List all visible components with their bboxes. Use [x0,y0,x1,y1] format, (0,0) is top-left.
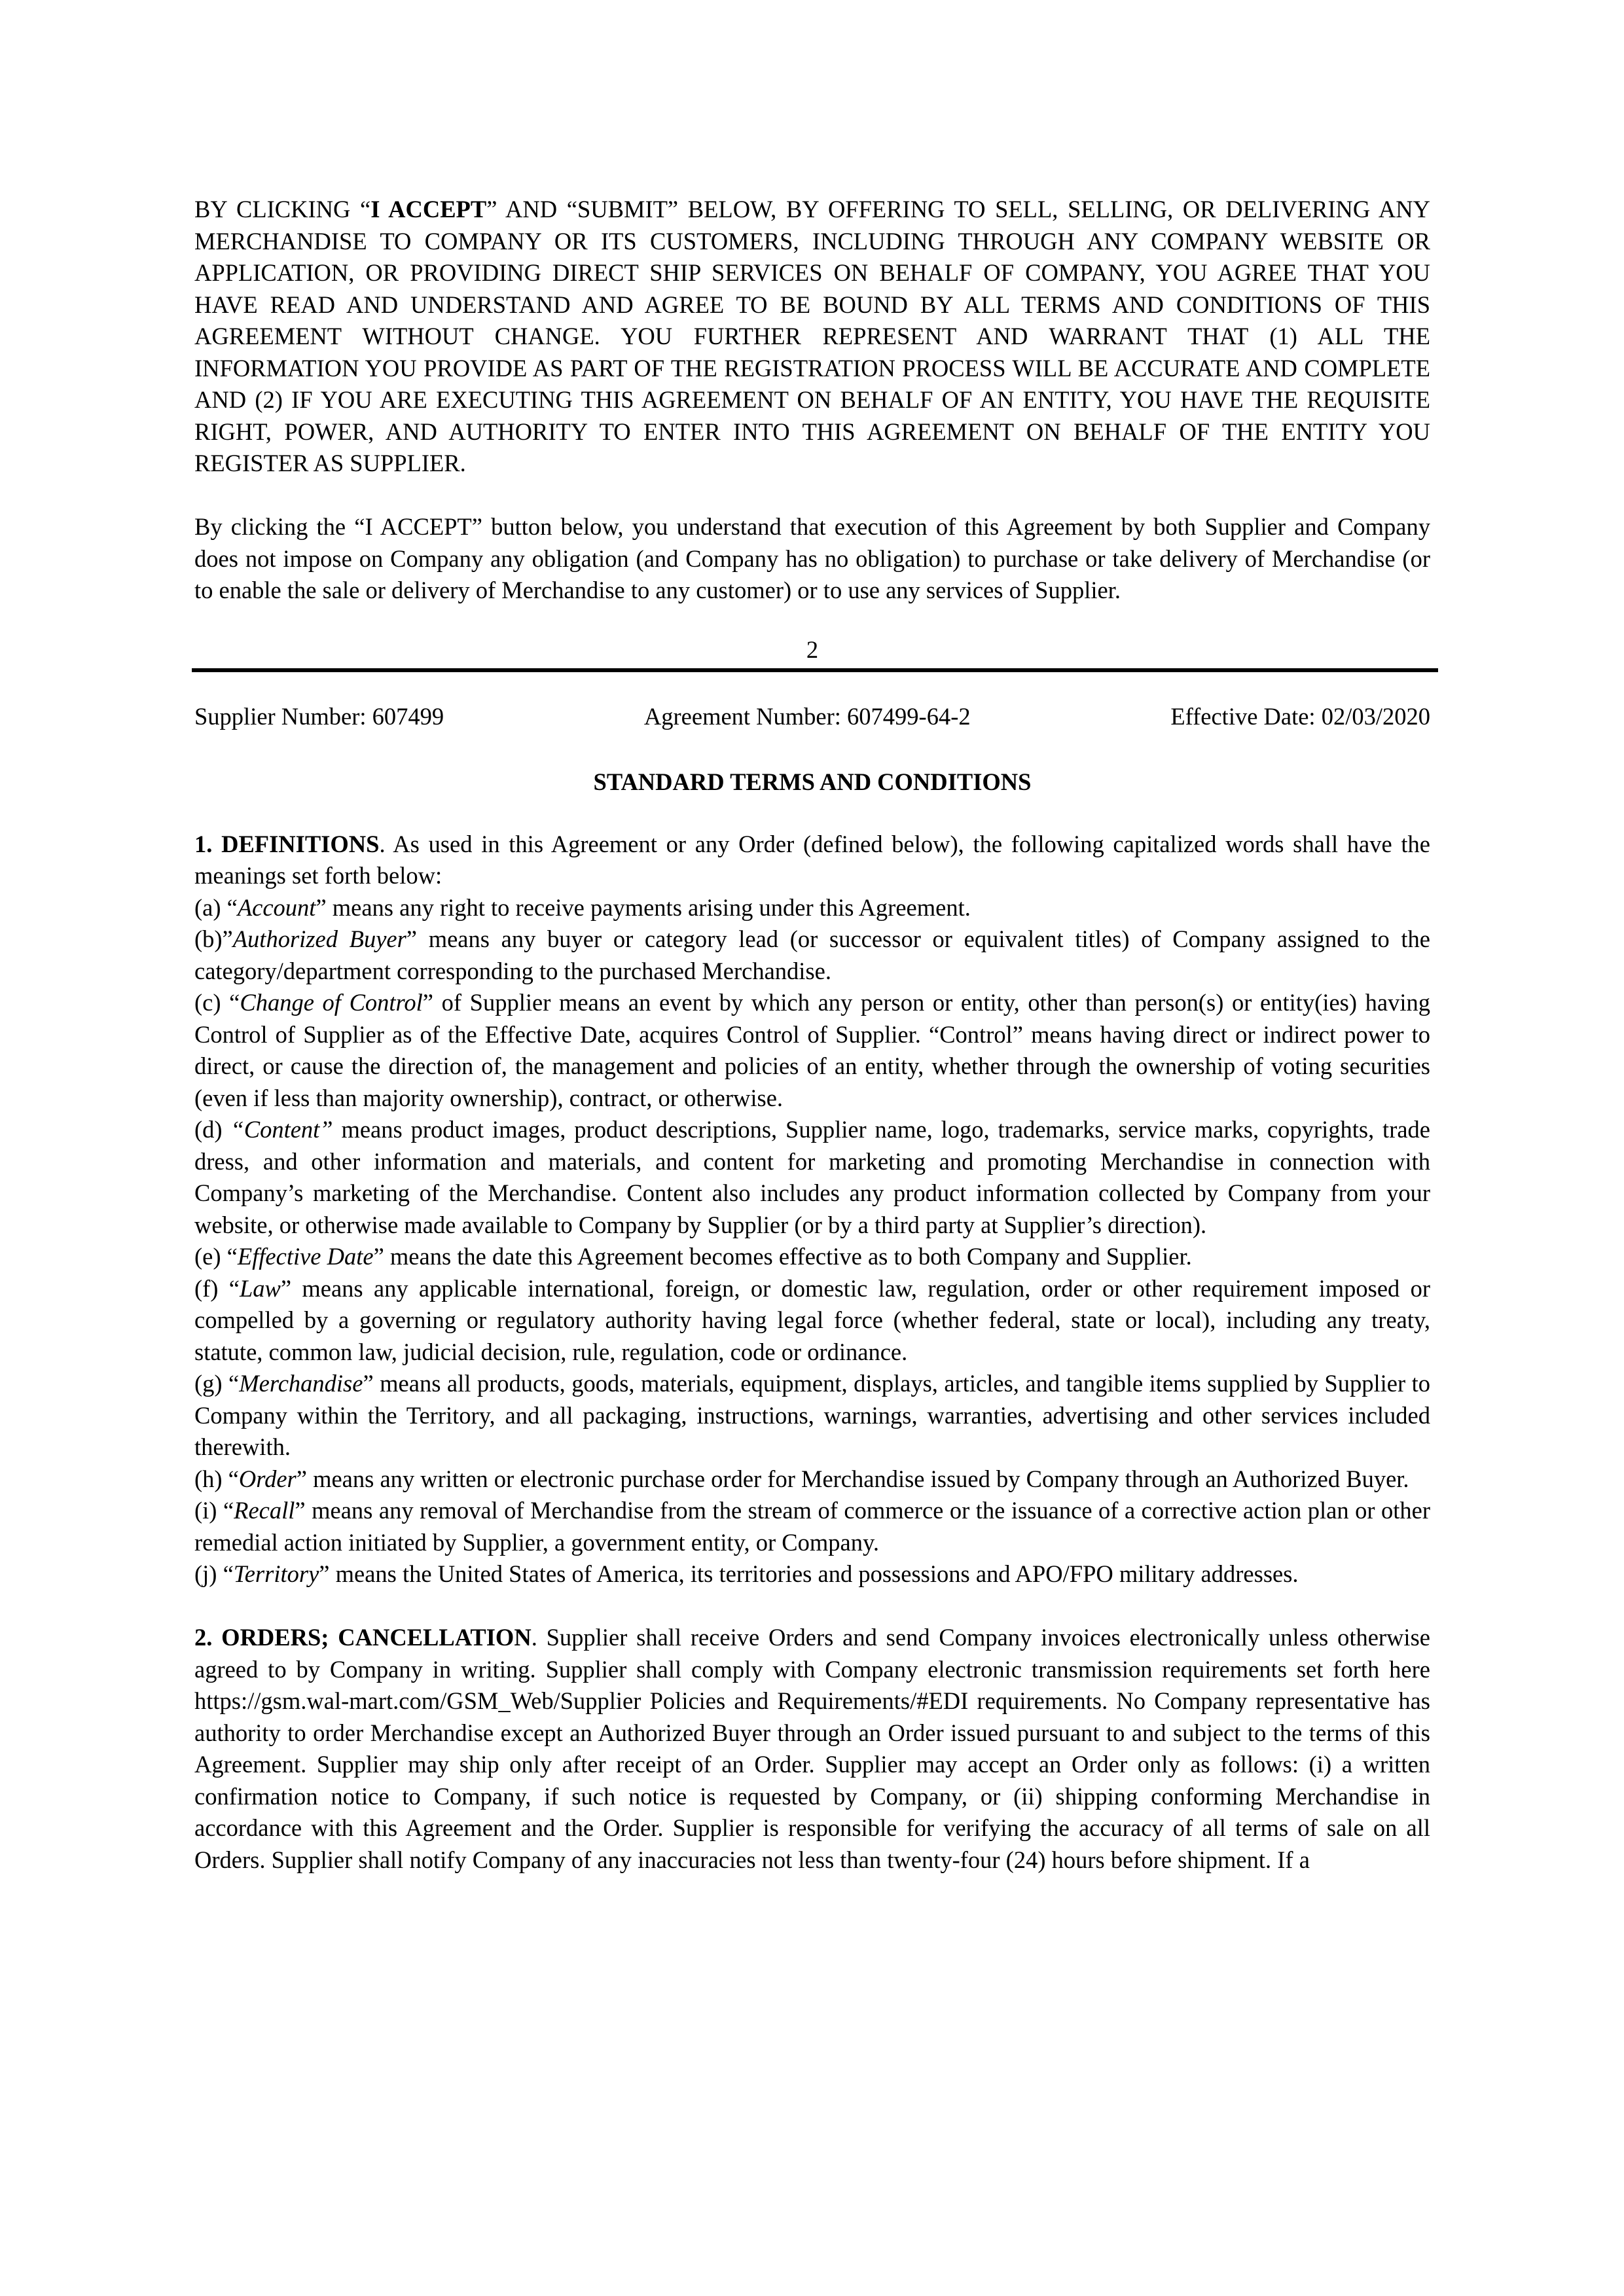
orders-paragraph [194,1622,1430,1876]
definition-text: ” means any buyer or category lead (or successor or equivalent titles) of Company assigned to the category/department corresponding to the purchased Merchandise. [194,925,1430,984]
definition-item [194,1368,1430,1463]
document-page [194,194,1430,1876]
definition-prefix: (i) “ [194,1497,234,1524]
obligation-paragraph: By clicking the “I ACCEPT” button below, you understand that execution of this Agreement by both Supplier and Company does not impose on Company any obligation (and Company has no obligation) to purchase or take delivery of Merchandise (or to enable the sale or delivery of Merchandise to any customer) or to use any services of Supplier. [194,513,1430,603]
definition-item [194,924,1430,987]
definition-text: ” means any applicable international, foreign, or domestic law, regulation, order or other requirement imposed or compelled by a governing or regulatory authority having legal force (whether federal, state or local), including any treaty, statute, common law, judicial decision, rule, regulation, code or ordinance. [194,1274,1430,1365]
section-title: STANDARD TERMS AND CONDITIONS [593,768,1032,795]
definitions-section [194,829,1430,1590]
definition-text: ” of Supplier means an event by which any person or entity, other than person(s) or entity(ies) having Control of Supplier as of the Effective Date, acquires Control of Supplier. “Control” means having direct or indirect power to direct, or cause the direction of, the management and policies of an entity, whether through the ownership of voting securities (even if less than majority ownership), contract, or otherwise. [194,989,1430,1111]
definition-term: Merchandise [239,1370,363,1397]
acceptance-paragraph [194,194,1430,480]
agreement-number: Agreement Number: 607499-64-2 [643,702,971,730]
definition-prefix: (f) “ [194,1274,240,1302]
definition-term: Order [238,1465,297,1492]
acceptance-text-start: BY CLICKING “ [194,196,371,223]
definition-text: ” means any right to receive payments arising under this Agreement. [316,893,971,921]
effective-date: Effective Date: 02/03/2020 [1170,702,1430,730]
definition-text: means product images, product descriptions, Supplier name, logo, trademarks, service marks, copyrights, trade dress, and other information and materials, and content for marketing and promoting Merchandise in connection with Company’s marketing of the Merchandise. Content also includes any product information collected by Company from your website, or otherwise made available to Company by Supplier (or by a third party at Supplier’s direction). [194,1116,1430,1238]
definition-term: Effective Date [237,1243,374,1270]
definition-prefix: (c) “ [194,989,240,1016]
definitions-intro-text: . As used in this Agreement or any Order (defined below), the following capitalized words shall have the meanings set forth below: [194,830,1430,889]
definition-text: ” means the date this Agreement becomes effective as to both Company and Supplier. [373,1243,1192,1270]
definition-term: Account [237,893,316,921]
i-accept-emphasis: I ACCEPT [370,196,487,223]
definition-item [194,892,1430,924]
definition-prefix: (b)” [194,925,233,952]
definitions-heading: 1. DEFINITIONS [194,830,380,857]
definition-term: Change of Control [240,989,423,1016]
definition-text: ” means the United States of America, its territories and possessions and APO/FPO military addresses. [319,1560,1299,1587]
definition-term: Territory [233,1560,319,1587]
definition-item [194,1114,1430,1241]
definition-prefix: (j) “ [194,1560,234,1587]
definition-term: Recall [234,1497,295,1524]
orders-text: . Supplier shall receive Orders and send Company invoices electronically unless otherwise agreed to by Company in writing. Supplier shall comply with Company electronic transmission requirements set forth here https://gsm.wal-mart.com/GSM_Web/Supplier Policies and Requirements/#EDI requirements. No Company representative has authority to order Merchandise except an Authorized Buyer through an Order issued pursuant to and subject to the terms of this Agreement. Supplier may ship only after receipt of an Order. Supplier may accept an Order only as follows: (i) a written confirmation notice to Company, if such notice is requested by Company, or (ii) shipping conforming Merchandise in accordance with this Agreement and the Order. Supplier is responsible for verifying the accuracy of all terms of sale on all Orders. Supplier shall notify Company of any inaccuracies not less than twenty-four (24) hours before shipment. If a [194,1624,1430,1873]
definition-text: ” means all products, goods, materials, equipment, displays, articles, and tangible items supplied by Supplier to Company within the Territory, and all packaging, instructions, warnings, warranties, advertising and other services included therewith. [194,1370,1430,1460]
definition-item [194,1463,1430,1496]
page-divider [192,668,1438,672]
definition-item [194,987,1430,1114]
orders-section [194,1622,1430,1876]
definition-prefix: (h) “ [194,1465,239,1492]
page-number: 2 [806,636,819,663]
definition-prefix: (e) “ [194,1243,238,1270]
definition-term: Law [239,1274,281,1302]
definition-term: “Content” [230,1116,333,1143]
orders-heading: 2. ORDERS; CANCELLATION [194,1624,532,1651]
definition-prefix: (d) [194,1116,231,1143]
acceptance-text: ” AND “SUBMIT” BELOW, BY OFFERING TO SELL, SELLING, OR DELIVERING ANY MERCHANDISE TO COMPANY OR ITS CUSTOMERS, INCLUDING THROUGH ANY COMPANY WEBSITE OR APPLICATION, OR PROVIDING DIRECT SHIP SERVICES ON BEHALF OF COMPANY, YOU AGREE THAT YOU HAVE READ AND UNDERSTAND AND AGREE TO BE BOUND BY ALL TERMS AND CONDITIONS OF THIS AGREEMENT WITHOUT CHANGE. YOU FURTHER REPRESENT AND WARRANT THAT (1) ALL THE INFORMATION YOU PROVIDE AS PART OF THE REGISTRATION PROCESS WILL BE ACCURATE AND COMPLETE AND (2) IF YOU ARE EXECUTING THIS AGREEMENT ON BEHALF OF AN ENTITY, YOU HAVE THE REQUISITE RIGHT, POWER, AND AUTHORITY TO ENTER INTO THIS AGREEMENT ON BEHALF OF THE ENTITY YOU REGISTER AS SUPPLIER. [194,196,1430,476]
definition-term: Authorized Buyer [232,925,406,952]
definition-prefix: (a) “ [194,893,238,921]
definition-item [194,1273,1430,1369]
definition-item [194,1495,1430,1558]
definition-text: ” means any removal of Merchandise from the stream of commerce or the issuance of a corrective action plan or other remedial action initiated by Supplier, a government entity, or Company. [194,1497,1430,1556]
definitions-intro [194,829,1430,892]
definition-item [194,1241,1430,1273]
definition-item [194,1558,1430,1590]
definition-text: ” means any written or electronic purchase order for Merchandise issued by Company through an Authorized Buyer. [296,1465,1409,1492]
definition-prefix: (g) “ [194,1370,240,1397]
supplier-number: Supplier Number: 607499 [194,702,444,730]
agreement-header [194,701,1430,733]
